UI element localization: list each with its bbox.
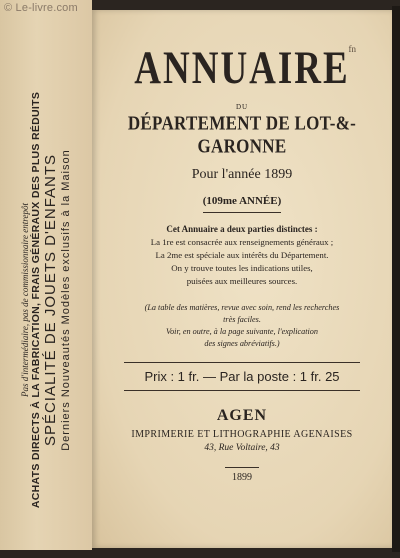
spine-line-2: ACHATS DIRECTS À LA FABRICATION, FRAIS GÉNÉRAUX DES PLUS RÉDUITS <box>30 91 43 509</box>
paragraph-lead: Cet Annuaire a deux parties distinctes : <box>166 224 318 234</box>
divider <box>225 467 259 468</box>
note-line: Voir, en outre, à la page suivante, l'explication <box>166 327 318 336</box>
divider <box>203 212 281 213</box>
note-line: (La table des matières, revue avec soin, rend les recherches <box>144 303 340 312</box>
printer-address: 43, Rue Voltaire, 43 <box>204 443 280 453</box>
price-line: Prix : 1 fr. — Par la poste : 1 fr. 25 <box>144 369 340 384</box>
spine-line-3: SPÉCIALITÉ DE JOUETS D'ENFANTS <box>42 153 60 447</box>
page-title: ANNUAIRE <box>134 42 350 95</box>
publication-date: 1899 <box>232 472 252 483</box>
page-edge-shadow <box>392 6 400 552</box>
divider <box>124 390 360 391</box>
year-line: Pour l'année 1899 <box>191 167 293 182</box>
note-paragraph <box>92 302 392 350</box>
title-page <box>92 10 392 548</box>
spine-text-block <box>4 40 88 550</box>
spine-line-1: Pas d'intermédiaire, pas de commissionnaire entrepôt <box>19 203 30 397</box>
du-label: DU <box>235 103 249 111</box>
department-heading: DÉPARTEMENT DE LOT-&-GARONNE <box>127 112 357 157</box>
note-line: très faciles. <box>223 315 261 324</box>
printer-name: IMPRIMERIE ET LITHOGRAPHIE AGENAISES <box>131 429 353 440</box>
description-paragraph <box>92 223 392 288</box>
paragraph-line: La 2me est spéciale aux intérêts du Département. <box>155 250 329 260</box>
book-spine <box>0 0 92 550</box>
spine-line-4: Derniers Nouveautés Modèles exclusifs à la Maison <box>59 149 72 451</box>
city-name: AGEN <box>216 407 268 424</box>
divider <box>124 362 360 363</box>
watermark-text: © Le-livre.com <box>4 2 78 14</box>
paragraph-line: puisées aux meilleures sources. <box>186 276 298 286</box>
note-line: des signes abréviatifs.) <box>204 339 280 348</box>
footnote-mark: fn <box>348 44 356 54</box>
paragraph-line: On y trouve toutes les indications utiles, <box>171 263 313 273</box>
edition-line: (109me ANNÉE) <box>202 195 282 207</box>
paragraph-line: La 1re est consacrée aux renseignements généraux ; <box>150 237 334 247</box>
